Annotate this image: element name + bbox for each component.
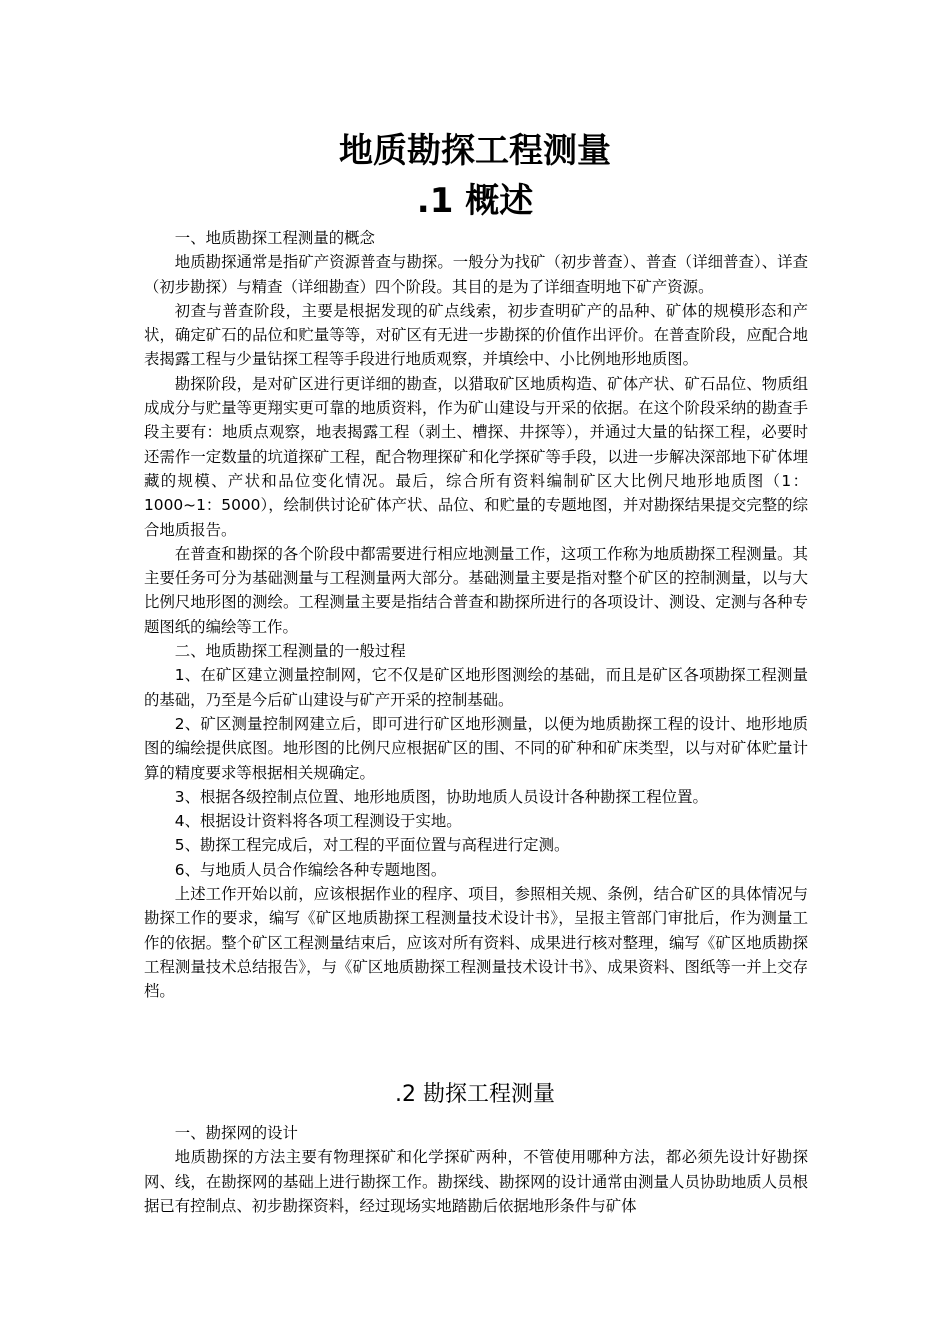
- paragraph: 初查与普查阶段，主要是根据发现的矿点线索，初步查明矿产的品种、矿体的规模形态和产状，确定矿石的品位和贮量等等，对矿区有无进一步勘探的价值作出评价。在普查阶段，应配合地表揭露工程与少量钻探工程等手段进行地质观察，并填绘中、小比例地形地质图。: [144, 301, 808, 369]
- list-item: 5、勘探工程完成后，对工程的平面位置与高程进行定测。: [174, 836, 570, 855]
- section-1-subheading: 二、地质勘探工程测量的一般过程: [174, 642, 406, 661]
- list-item: 1、在矿区建立测量控制网，它不仅是矿区地形图测绘的基础，而且是矿区各项勘探工程测量的基础，乃至是今后矿山建设与矿产开采的控制基础。: [144, 666, 808, 709]
- paragraph: 上述工作开始以前，应该根据作业的程序、项目，参照相关规、条例，结合矿区的具体情况与勘探工作的要求，编写《矿区地质勘探工程测量技术设计书》，呈报主管部门审批后，作为测量工作的依据。整个矿区工程测量结束后，应该对所有资料、成果进行核对整理，编写《矿区地质勘探工程测量技术总结报告》，与《矿区地质勘探工程测量技术设计书》、成果资料、图纸等一并上交存档。: [144, 885, 808, 1001]
- section-1-title: .1 概述: [416, 181, 534, 221]
- paragraph: 地质勘探的方法主要有物理探矿和化学探矿两种，不管使用哪种方法，都必须先设计好勘探网、线，在勘探网的基础上进行勘探工作。勘探线、勘探网的设计通常由测量人员协助地质人员根据已有控制点、初步勘探资料，经过现场实地踏勘后依据地形条件与矿体: [144, 1148, 808, 1215]
- paragraph: 地质勘探通常是指矿产资源普查与勘探。一般分为找矿（初步普查）、普查（详细普查）、详查（初步勘探）与精查（详细勘查）四个阶段。其目的是为了详细查明地下矿产资源。: [144, 253, 808, 296]
- document-title: 地质勘探工程测量: [339, 131, 611, 171]
- list-item: 3、根据各级控制点位置、地形地质图，协助地质人员设计各种勘探工程位置。: [174, 787, 708, 806]
- paragraph: 在普查和勘探的各个阶段中都需要进行相应地测量工作，这项工作称为地质勘探工程测量。其主要任务可分为基础测量与工程测量两大部分。基础测量主要是指对整个矿区的控制测量，以与大比例尺地形图的测绘。工程测量主要是指结合普查和勘探所进行的各项设计、测设、定测与各种专题图纸的编绘等工作。: [144, 544, 808, 636]
- list-item: 2、矿区测量控制网建立后，即可进行矿区地形测量，以便为地质勘探工程的设计、地形地质图的编绘提供底图。地形图的比例尺应根据矿区的围、不同的矿种和矿床类型，以与对矿体贮量计算的精度要求等根据相关规确定。: [144, 714, 808, 782]
- section-1-body: [144, 226, 808, 1004]
- section-2-title: .2 勘探工程测量: [395, 1082, 555, 1107]
- section-2-body: [144, 1121, 808, 1218]
- paragraph: 勘探阶段，是对矿区进行更详细的勘查，以猎取矿区地质构造、矿体产状、矿石品位、物质组成成分与贮量等更翔实更可靠的地质资料，作为矿山建设与开采的依据。在这个阶段采纳的勘查手段主要有：地质点观察，地表揭露工程（剥土、槽探、井探等），并通过大量的钻探工程，必要时还需作一定数量的坑道探矿工程，配合物理探矿和化学探矿等手段，以进一步解决深部地下矿体埋藏的规模、产状和品位变化情况。最后，综合所有资料编制矿区大比例尺地形地质图（1：1000~1：5000），绘制供讨论矿体产状、品位、和贮量的专题地图，并对勘探结果提交完整的综合地质报告。: [144, 374, 808, 539]
- list-item: 6、与地质人员合作编绘各种专题地图。: [174, 860, 447, 879]
- section-2-subheading: 一、勘探网的设计: [174, 1124, 298, 1142]
- list-item: 4、根据设计资料将各项工程测设于实地。: [174, 812, 462, 831]
- section-1-subheading: 一、地质勘探工程测量的概念: [174, 229, 375, 247]
